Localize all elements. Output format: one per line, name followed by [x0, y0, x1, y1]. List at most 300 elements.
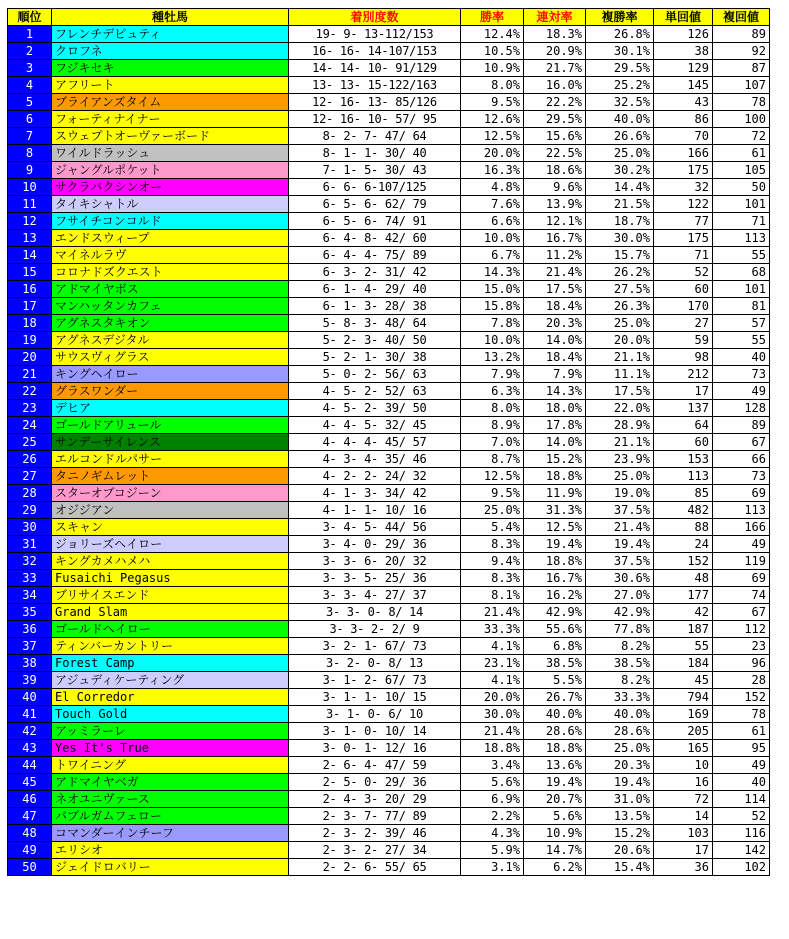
- win-return-cell: 71: [654, 247, 713, 264]
- place-return-cell: 152: [713, 689, 770, 706]
- record-cell: 8- 2- 7- 47/ 64: [289, 128, 461, 145]
- rank-cell: 31: [8, 536, 52, 553]
- record-cell: 6- 3- 2- 31/ 42: [289, 264, 461, 281]
- table-row: [8, 281, 770, 298]
- win-rate-cell: 4.3%: [461, 825, 524, 842]
- table-row: [8, 536, 770, 553]
- table-row: [8, 451, 770, 468]
- table-row: [8, 298, 770, 315]
- place-return-cell: 49: [713, 536, 770, 553]
- win-return-cell: 212: [654, 366, 713, 383]
- place-rate-cell: 31.0%: [586, 791, 654, 808]
- quinella-rate-cell: 14.0%: [524, 332, 586, 349]
- table-row: [8, 621, 770, 638]
- rank-cell: 22: [8, 383, 52, 400]
- win-return-cell: 24: [654, 536, 713, 553]
- record-cell: 13- 13- 15-122/163: [289, 77, 461, 94]
- table-row: [8, 213, 770, 230]
- win-rate-cell: 25.0%: [461, 502, 524, 519]
- place-return-cell: 55: [713, 247, 770, 264]
- place-return-cell: 114: [713, 791, 770, 808]
- rank-cell: 10: [8, 179, 52, 196]
- table-row: [8, 689, 770, 706]
- sire-name-cell: スターオブコジーン: [52, 485, 289, 502]
- win-return-cell: 60: [654, 281, 713, 298]
- win-rate-cell: 7.0%: [461, 434, 524, 451]
- win-return-cell: 70: [654, 128, 713, 145]
- rank-cell: 2: [8, 43, 52, 60]
- rank-cell: 4: [8, 77, 52, 94]
- record-cell: 12- 16- 13- 85/126: [289, 94, 461, 111]
- win-return-cell: 77: [654, 213, 713, 230]
- record-cell: 6- 5- 6- 74/ 91: [289, 213, 461, 230]
- table-row: [8, 111, 770, 128]
- record-cell: 4- 4- 5- 32/ 45: [289, 417, 461, 434]
- record-cell: 2- 3- 2- 27/ 34: [289, 842, 461, 859]
- quinella-rate-cell: 18.8%: [524, 740, 586, 757]
- win-rate-cell: 21.4%: [461, 723, 524, 740]
- rank-cell: 6: [8, 111, 52, 128]
- sire-name-cell: コロナドズクエスト: [52, 264, 289, 281]
- table-row: [8, 604, 770, 621]
- win-return-cell: 103: [654, 825, 713, 842]
- header-row: [8, 9, 770, 26]
- sire-name-cell: Fusaichi Pegasus: [52, 570, 289, 587]
- rank-cell: 49: [8, 842, 52, 859]
- win-return-cell: 187: [654, 621, 713, 638]
- rank-cell: 38: [8, 655, 52, 672]
- place-rate-cell: 77.8%: [586, 621, 654, 638]
- win-rate-cell: 7.9%: [461, 366, 524, 383]
- place-return-cell: 40: [713, 349, 770, 366]
- place-rate-cell: 28.6%: [586, 723, 654, 740]
- win-rate-cell: 10.0%: [461, 332, 524, 349]
- win-return-cell: 38: [654, 43, 713, 60]
- quinella-rate-cell: 5.5%: [524, 672, 586, 689]
- place-rate-cell: 37.5%: [586, 553, 654, 570]
- quinella-rate-cell: 13.6%: [524, 757, 586, 774]
- record-cell: 14- 14- 10- 91/129: [289, 60, 461, 77]
- table-row: [8, 196, 770, 213]
- record-cell: 3- 3- 2- 2/ 9: [289, 621, 461, 638]
- win-return-cell: 153: [654, 451, 713, 468]
- sire-name-cell: クロフネ: [52, 43, 289, 60]
- win-rate-cell: 33.3%: [461, 621, 524, 638]
- sire-name-cell: Touch Gold: [52, 706, 289, 723]
- table-row: [8, 672, 770, 689]
- quinella-rate-cell: 17.8%: [524, 417, 586, 434]
- win-return-cell: 64: [654, 417, 713, 434]
- place-rate-cell: 20.6%: [586, 842, 654, 859]
- rank-cell: 7: [8, 128, 52, 145]
- place-return-cell: 66: [713, 451, 770, 468]
- table-row: [8, 315, 770, 332]
- record-cell: 4- 4- 4- 45/ 57: [289, 434, 461, 451]
- place-rate-cell: 26.2%: [586, 264, 654, 281]
- win-rate-cell: 12.5%: [461, 468, 524, 485]
- rank-cell: 42: [8, 723, 52, 740]
- win-rate-cell: 10.0%: [461, 230, 524, 247]
- place-return-cell: 92: [713, 43, 770, 60]
- place-return-cell: 89: [713, 26, 770, 43]
- rank-cell: 24: [8, 417, 52, 434]
- quinella-rate-cell: 7.9%: [524, 366, 586, 383]
- header-place-rate: 複勝率: [586, 9, 654, 26]
- place-rate-cell: 19.4%: [586, 774, 654, 791]
- table-row: [8, 383, 770, 400]
- quinella-rate-cell: 16.0%: [524, 77, 586, 94]
- place-rate-cell: 19.4%: [586, 536, 654, 553]
- sire-name-cell: トワイニング: [52, 757, 289, 774]
- record-cell: 2- 3- 2- 39/ 46: [289, 825, 461, 842]
- quinella-rate-cell: 29.5%: [524, 111, 586, 128]
- rank-cell: 32: [8, 553, 52, 570]
- place-rate-cell: 23.9%: [586, 451, 654, 468]
- place-return-cell: 116: [713, 825, 770, 842]
- record-cell: 3- 4- 0- 29/ 36: [289, 536, 461, 553]
- sire-name-cell: ジョリーズヘイロー: [52, 536, 289, 553]
- rank-cell: 15: [8, 264, 52, 281]
- win-return-cell: 175: [654, 162, 713, 179]
- quinella-rate-cell: 16.7%: [524, 230, 586, 247]
- quinella-rate-cell: 18.8%: [524, 468, 586, 485]
- win-return-cell: 59: [654, 332, 713, 349]
- place-return-cell: 113: [713, 230, 770, 247]
- rank-cell: 45: [8, 774, 52, 791]
- place-return-cell: 69: [713, 485, 770, 502]
- sire-name-cell: オジジアン: [52, 502, 289, 519]
- record-cell: 19- 9- 13-112/153: [289, 26, 461, 43]
- table-row: [8, 230, 770, 247]
- table-body: [8, 26, 770, 876]
- rank-cell: 23: [8, 400, 52, 417]
- sire-name-cell: Grand Slam: [52, 604, 289, 621]
- win-rate-cell: 21.4%: [461, 604, 524, 621]
- sire-name-cell: ティンバーカントリー: [52, 638, 289, 655]
- table-row: [8, 808, 770, 825]
- record-cell: 4- 5- 2- 39/ 50: [289, 400, 461, 417]
- record-cell: 2- 5- 0- 29/ 36: [289, 774, 461, 791]
- table-row: [8, 43, 770, 60]
- place-return-cell: 50: [713, 179, 770, 196]
- header-sire: 種牡馬: [52, 9, 289, 26]
- win-rate-cell: 6.3%: [461, 383, 524, 400]
- win-return-cell: 48: [654, 570, 713, 587]
- win-rate-cell: 5.4%: [461, 519, 524, 536]
- quinella-rate-cell: 20.9%: [524, 43, 586, 60]
- win-rate-cell: 30.0%: [461, 706, 524, 723]
- win-rate-cell: 12.5%: [461, 128, 524, 145]
- place-return-cell: 67: [713, 434, 770, 451]
- place-rate-cell: 26.8%: [586, 26, 654, 43]
- record-cell: 8- 1- 1- 30/ 40: [289, 145, 461, 162]
- record-cell: 6- 5- 6- 62/ 79: [289, 196, 461, 213]
- quinella-rate-cell: 15.2%: [524, 451, 586, 468]
- record-cell: 3- 1- 2- 67/ 73: [289, 672, 461, 689]
- table-row: [8, 417, 770, 434]
- sire-name-cell: コマンダーインチーフ: [52, 825, 289, 842]
- win-rate-cell: 3.4%: [461, 757, 524, 774]
- rank-cell: 3: [8, 60, 52, 77]
- record-cell: 2- 2- 6- 55/ 65: [289, 859, 461, 876]
- win-rate-cell: 16.3%: [461, 162, 524, 179]
- place-rate-cell: 17.5%: [586, 383, 654, 400]
- win-rate-cell: 12.6%: [461, 111, 524, 128]
- record-cell: 2- 4- 3- 20/ 29: [289, 791, 461, 808]
- rank-cell: 25: [8, 434, 52, 451]
- table-row: [8, 366, 770, 383]
- quinella-rate-cell: 15.6%: [524, 128, 586, 145]
- win-rate-cell: 8.3%: [461, 536, 524, 553]
- rank-cell: 14: [8, 247, 52, 264]
- place-return-cell: 49: [713, 383, 770, 400]
- quinella-rate-cell: 19.4%: [524, 536, 586, 553]
- place-return-cell: 78: [713, 94, 770, 111]
- quinella-rate-cell: 6.2%: [524, 859, 586, 876]
- win-return-cell: 85: [654, 485, 713, 502]
- place-return-cell: 49: [713, 757, 770, 774]
- win-rate-cell: 8.0%: [461, 77, 524, 94]
- record-cell: 3- 3- 6- 20/ 32: [289, 553, 461, 570]
- place-return-cell: 95: [713, 740, 770, 757]
- table-row: [8, 774, 770, 791]
- record-cell: 3- 4- 5- 44/ 56: [289, 519, 461, 536]
- sire-name-cell: アドマイヤボス: [52, 281, 289, 298]
- place-rate-cell: 15.4%: [586, 859, 654, 876]
- place-return-cell: 28: [713, 672, 770, 689]
- quinella-rate-cell: 18.4%: [524, 349, 586, 366]
- place-return-cell: 73: [713, 468, 770, 485]
- win-return-cell: 88: [654, 519, 713, 536]
- quinella-rate-cell: 22.5%: [524, 145, 586, 162]
- win-return-cell: 27: [654, 315, 713, 332]
- rank-cell: 34: [8, 587, 52, 604]
- record-cell: 5- 0- 2- 56/ 63: [289, 366, 461, 383]
- table-row: [8, 723, 770, 740]
- record-cell: 6- 1- 4- 29/ 40: [289, 281, 461, 298]
- win-return-cell: 16: [654, 774, 713, 791]
- table-row: [8, 162, 770, 179]
- header-win-return: 単回値: [654, 9, 713, 26]
- rank-cell: 20: [8, 349, 52, 366]
- sire-name-cell: デヒア: [52, 400, 289, 417]
- place-rate-cell: 42.9%: [586, 604, 654, 621]
- place-return-cell: 23: [713, 638, 770, 655]
- record-cell: 3- 0- 1- 12/ 16: [289, 740, 461, 757]
- rank-cell: 35: [8, 604, 52, 621]
- record-cell: 4- 5- 2- 52/ 63: [289, 383, 461, 400]
- place-return-cell: 78: [713, 706, 770, 723]
- record-cell: 4- 2- 2- 24/ 32: [289, 468, 461, 485]
- place-rate-cell: 27.5%: [586, 281, 654, 298]
- sire-name-cell: ブライアンズタイム: [52, 94, 289, 111]
- table-row: [8, 145, 770, 162]
- quinella-rate-cell: 22.2%: [524, 94, 586, 111]
- table-row: [8, 859, 770, 876]
- quinella-rate-cell: 28.6%: [524, 723, 586, 740]
- table-row: [8, 60, 770, 77]
- place-rate-cell: 25.0%: [586, 468, 654, 485]
- sire-name-cell: ネオユニヴァース: [52, 791, 289, 808]
- table-row: [8, 468, 770, 485]
- quinella-rate-cell: 16.7%: [524, 570, 586, 587]
- sire-name-cell: Forest Camp: [52, 655, 289, 672]
- win-rate-cell: 2.2%: [461, 808, 524, 825]
- win-return-cell: 45: [654, 672, 713, 689]
- win-return-cell: 166: [654, 145, 713, 162]
- sire-name-cell: サンデーサイレンス: [52, 434, 289, 451]
- place-rate-cell: 33.3%: [586, 689, 654, 706]
- sire-name-cell: フォーティナイナー: [52, 111, 289, 128]
- table-row: [8, 26, 770, 43]
- place-return-cell: 73: [713, 366, 770, 383]
- record-cell: 3- 3- 5- 25/ 36: [289, 570, 461, 587]
- quinella-rate-cell: 31.3%: [524, 502, 586, 519]
- sire-name-cell: アグネスデジタル: [52, 332, 289, 349]
- place-return-cell: 87: [713, 60, 770, 77]
- win-return-cell: 145: [654, 77, 713, 94]
- place-return-cell: 102: [713, 859, 770, 876]
- quinella-rate-cell: 11.9%: [524, 485, 586, 502]
- record-cell: 3- 2- 1- 67/ 73: [289, 638, 461, 655]
- quinella-rate-cell: 38.5%: [524, 655, 586, 672]
- place-rate-cell: 30.0%: [586, 230, 654, 247]
- rank-cell: 16: [8, 281, 52, 298]
- table-row: [8, 434, 770, 451]
- quinella-rate-cell: 14.0%: [524, 434, 586, 451]
- win-rate-cell: 5.9%: [461, 842, 524, 859]
- win-rate-cell: 9.5%: [461, 485, 524, 502]
- table-row: [8, 519, 770, 536]
- rank-cell: 13: [8, 230, 52, 247]
- sire-name-cell: アフリート: [52, 77, 289, 94]
- table-row: [8, 791, 770, 808]
- table-row: [8, 655, 770, 672]
- quinella-rate-cell: 16.2%: [524, 587, 586, 604]
- place-return-cell: 113: [713, 502, 770, 519]
- header-win-rate: 勝率: [461, 9, 524, 26]
- place-return-cell: 101: [713, 196, 770, 213]
- place-rate-cell: 40.0%: [586, 706, 654, 723]
- rank-cell: 48: [8, 825, 52, 842]
- place-rate-cell: 26.3%: [586, 298, 654, 315]
- table-row: [8, 842, 770, 859]
- rank-cell: 9: [8, 162, 52, 179]
- table-row: [8, 485, 770, 502]
- sire-name-cell: グラスワンダー: [52, 383, 289, 400]
- header-rank: 順位: [8, 9, 52, 26]
- quinella-rate-cell: 14.3%: [524, 383, 586, 400]
- quinella-rate-cell: 12.5%: [524, 519, 586, 536]
- sire-name-cell: スウェプトオーヴァーボード: [52, 128, 289, 145]
- record-cell: 3- 1- 1- 10/ 15: [289, 689, 461, 706]
- sire-name-cell: エルコンドルパサー: [52, 451, 289, 468]
- sire-name-cell: フレンチデピュティ: [52, 26, 289, 43]
- sire-name-cell: ブリサイスエンド: [52, 587, 289, 604]
- place-return-cell: 71: [713, 213, 770, 230]
- place-return-cell: 89: [713, 417, 770, 434]
- record-cell: 6- 4- 8- 42/ 60: [289, 230, 461, 247]
- win-return-cell: 794: [654, 689, 713, 706]
- quinella-rate-cell: 11.2%: [524, 247, 586, 264]
- win-rate-cell: 18.8%: [461, 740, 524, 757]
- place-rate-cell: 19.0%: [586, 485, 654, 502]
- win-return-cell: 52: [654, 264, 713, 281]
- sire-name-cell: タニノギムレット: [52, 468, 289, 485]
- place-return-cell: 61: [713, 723, 770, 740]
- place-return-cell: 128: [713, 400, 770, 417]
- place-return-cell: 81: [713, 298, 770, 315]
- record-cell: 3- 3- 4- 27/ 37: [289, 587, 461, 604]
- table-row: [8, 757, 770, 774]
- place-rate-cell: 25.0%: [586, 740, 654, 757]
- quinella-rate-cell: 18.6%: [524, 162, 586, 179]
- table-row: [8, 332, 770, 349]
- table-row: [8, 128, 770, 145]
- win-rate-cell: 23.1%: [461, 655, 524, 672]
- table-row: [8, 825, 770, 842]
- win-rate-cell: 12.4%: [461, 26, 524, 43]
- rank-cell: 28: [8, 485, 52, 502]
- quinella-rate-cell: 26.7%: [524, 689, 586, 706]
- win-return-cell: 36: [654, 859, 713, 876]
- sire-name-cell: Yes It's True: [52, 740, 289, 757]
- rank-cell: 47: [8, 808, 52, 825]
- place-return-cell: 57: [713, 315, 770, 332]
- quinella-rate-cell: 18.0%: [524, 400, 586, 417]
- rank-cell: 21: [8, 366, 52, 383]
- win-rate-cell: 10.9%: [461, 60, 524, 77]
- place-return-cell: 107: [713, 77, 770, 94]
- record-cell: 4- 1- 3- 34/ 42: [289, 485, 461, 502]
- win-return-cell: 482: [654, 502, 713, 519]
- place-rate-cell: 21.1%: [586, 434, 654, 451]
- table-row: [8, 706, 770, 723]
- rank-cell: 39: [8, 672, 52, 689]
- quinella-rate-cell: 10.9%: [524, 825, 586, 842]
- sire-name-cell: ジェイドロバリー: [52, 859, 289, 876]
- place-rate-cell: 11.1%: [586, 366, 654, 383]
- place-rate-cell: 25.0%: [586, 315, 654, 332]
- sire-name-cell: El Corredor: [52, 689, 289, 706]
- place-rate-cell: 18.7%: [586, 213, 654, 230]
- quinella-rate-cell: 6.8%: [524, 638, 586, 655]
- win-return-cell: 165: [654, 740, 713, 757]
- win-return-cell: 17: [654, 383, 713, 400]
- place-return-cell: 100: [713, 111, 770, 128]
- header-record: 着別度数: [289, 9, 461, 26]
- place-return-cell: 72: [713, 128, 770, 145]
- rank-cell: 18: [8, 315, 52, 332]
- win-rate-cell: 6.7%: [461, 247, 524, 264]
- place-rate-cell: 30.6%: [586, 570, 654, 587]
- sire-name-cell: キングカメハメハ: [52, 553, 289, 570]
- sire-name-cell: フサイチコンコルド: [52, 213, 289, 230]
- win-rate-cell: 20.0%: [461, 689, 524, 706]
- place-rate-cell: 8.2%: [586, 672, 654, 689]
- rank-cell: 12: [8, 213, 52, 230]
- sire-name-cell: ゴールドアリュール: [52, 417, 289, 434]
- place-rate-cell: 21.1%: [586, 349, 654, 366]
- table-row: [8, 77, 770, 94]
- place-return-cell: 68: [713, 264, 770, 281]
- rank-cell: 19: [8, 332, 52, 349]
- quinella-rate-cell: 18.4%: [524, 298, 586, 315]
- win-rate-cell: 5.6%: [461, 774, 524, 791]
- sire-name-cell: タイキシャトル: [52, 196, 289, 213]
- quinella-rate-cell: 19.4%: [524, 774, 586, 791]
- win-rate-cell: 8.9%: [461, 417, 524, 434]
